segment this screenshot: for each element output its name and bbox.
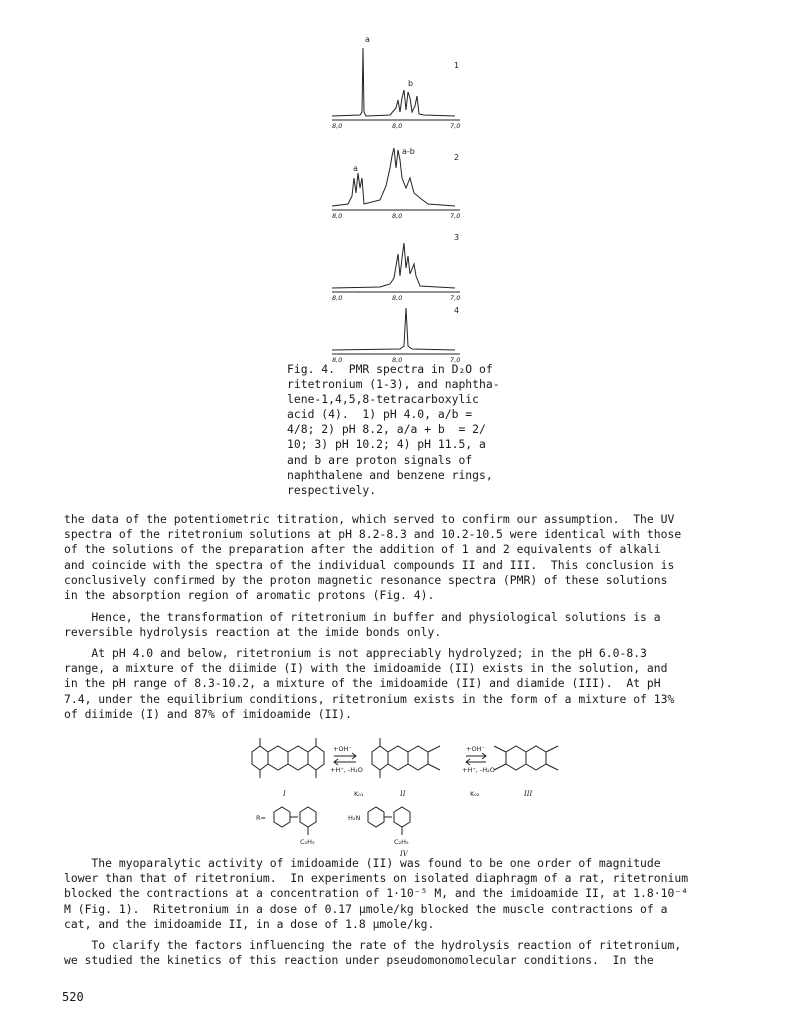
compound-label-iv: IV bbox=[400, 850, 408, 858]
peak-label-a: a bbox=[353, 164, 358, 173]
tick-label: 8,0 bbox=[332, 122, 343, 130]
tick-label: 8,0 bbox=[332, 294, 343, 302]
text-line: 7.4, under the equilibrium conditions, ritetronium exists in the form of a mixture of 13% bbox=[64, 691, 675, 706]
equilibrium-constant-1: K₀₁ bbox=[354, 790, 364, 798]
ethyl-label: C₂H₅ bbox=[394, 838, 409, 846]
tick-label: 8,0 bbox=[332, 356, 343, 364]
peak-label-a-b: a-b bbox=[402, 147, 415, 156]
paragraph-3 bbox=[64, 646, 674, 722]
text-line: Hence, the transformation of ritetronium in buffer and physiological solutions is a bbox=[64, 610, 661, 624]
text-line: in the pH range of 8.3-10.2, a mixture of the imidoamide (II) and diamide (III). At pH bbox=[64, 676, 661, 691]
page-number: 520 bbox=[62, 990, 84, 1004]
paragraph-5 bbox=[64, 938, 681, 968]
reaction-scheme bbox=[228, 732, 573, 862]
text-line: The myoparalytic activity of imidoamide (II) was found to be one order of magnitude bbox=[64, 856, 661, 870]
caption-line: ritetronium (1-3), and naphtha- bbox=[287, 377, 500, 392]
panel-number: 3 bbox=[454, 233, 460, 242]
compound-iii-structure bbox=[494, 746, 558, 770]
tick-label: 8,0 bbox=[332, 212, 343, 220]
step1-forward-reagent: +OH⁻ bbox=[333, 745, 352, 753]
peak-label-a: a bbox=[365, 35, 370, 44]
caption-line: 4/8; 2) pH 8.2, a/a + b = 2/ bbox=[287, 422, 486, 437]
tick-label: 7,0 bbox=[450, 356, 461, 364]
compound-iv-structure bbox=[368, 807, 410, 835]
paragraph-4 bbox=[64, 856, 688, 932]
amine-label: H₂N bbox=[348, 814, 361, 822]
tick-label: 8,0 bbox=[392, 356, 403, 364]
text-line: in the absorption region of aromatic protons (Fig. 4). bbox=[64, 588, 435, 603]
text-line: To clarify the factors influencing the rate of the hydrolysis reaction of ritetronium, bbox=[64, 938, 682, 952]
step1-reverse-reagent: +H⁺, -H₂O bbox=[330, 766, 363, 774]
caption-line: respectively. bbox=[287, 482, 377, 497]
text-line: the data of the potentiometric titration, which served to confirm our assumption. The UV bbox=[64, 512, 675, 526]
tick-label: 7,0 bbox=[450, 294, 461, 302]
caption-line: 10; 3) pH 10.2; 4) pH 11.5, a bbox=[287, 437, 486, 452]
paragraph-2 bbox=[64, 610, 661, 640]
pmr-spectra-figure bbox=[320, 28, 490, 368]
caption-line: and b are proton signals of bbox=[287, 452, 473, 467]
text-line: reversible hydrolysis reaction at the imide bonds only. bbox=[64, 625, 442, 640]
tick-label: 7,0 bbox=[450, 122, 461, 130]
step2-forward-reagent: +OH⁻ bbox=[466, 745, 485, 753]
text-line: At pH 4.0 and below, ritetronium is not appreciably hydrolyzed; in the pH 6.0-8.3 bbox=[64, 646, 647, 660]
tick-label: 8,0 bbox=[392, 122, 403, 130]
caption-line: acid (4). 1) pH 4.0, a/b = bbox=[287, 407, 473, 422]
text-line: conclusively confirmed by the proton magnetic resonance spectra (PMR) of these solutions bbox=[64, 572, 668, 587]
figure-caption bbox=[287, 362, 527, 498]
text-line: blocked the contractions at a concentration of 1·10⁻⁵ M, and the imidoamide II, at 1.8·10⁻⁴ bbox=[64, 886, 689, 901]
r-group-structure bbox=[274, 807, 316, 835]
ethyl-label: C₂H₅ bbox=[300, 838, 315, 846]
spectrum-trace-4 bbox=[332, 308, 455, 350]
spectrum-trace-2 bbox=[332, 148, 455, 206]
equilibrium-constant-2: K₀₂ bbox=[470, 790, 480, 798]
text-line: of diimide (I) and 87% of imidoamide (II). bbox=[64, 706, 353, 721]
tick-label: 7,0 bbox=[450, 212, 461, 220]
panel-number: 4 bbox=[454, 306, 460, 315]
pmr-spectra-svg bbox=[320, 28, 490, 368]
peak-label-b: b bbox=[408, 79, 414, 88]
compound-label-iii: III bbox=[524, 790, 533, 798]
paragraph-1 bbox=[64, 512, 681, 603]
tick-label: 8,0 bbox=[392, 212, 403, 220]
compound-i-structure bbox=[252, 738, 324, 778]
spectrum-trace-1 bbox=[332, 48, 455, 116]
caption-line: naphthalene and benzene rings, bbox=[287, 467, 493, 482]
text-line: of the solutions of the preparation after the addition of 1 and 2 equivalents of alkali bbox=[64, 542, 661, 557]
compound-label-ii: II bbox=[400, 790, 406, 798]
text-line: cat, and the imidoamide II, in a dose of 1.8 μmole/kg. bbox=[64, 916, 435, 931]
text-line: range, a mixture of the diimide (I) with the imidoamide (II) exists in the solution, and bbox=[64, 661, 668, 676]
r-definition-label: R= bbox=[256, 814, 266, 822]
text-line: we studied the kinetics of this reaction under pseudomonomolecular conditions. In the bbox=[64, 953, 654, 968]
text-line: M (Fig. 1). Ritetronium in a dose of 0.17 μmole/kg blocked the muscle contractions of a bbox=[64, 901, 668, 916]
text-line: spectra of the ritetronium solutions at pH 8.2-8.3 and 10.2-10.5 were identical with those bbox=[64, 527, 682, 542]
panel-number: 2 bbox=[454, 153, 460, 162]
reaction-scheme-svg bbox=[228, 732, 573, 862]
tick-label: 8,0 bbox=[392, 294, 403, 302]
text-line: and coincide with the spectra of the individual compounds II and III. This conclusion is bbox=[64, 557, 675, 572]
caption-line: lene-1,4,5,8-tetracarboxylic bbox=[287, 392, 480, 407]
compound-label-i: I bbox=[283, 790, 286, 798]
panel-number: 1 bbox=[454, 61, 460, 70]
step2-reverse-reagent: +H⁺, -H₂O bbox=[462, 766, 495, 774]
text-line: lower than that of ritetronium. In experiments on isolated diaphragm of a rat, ritetronium bbox=[64, 871, 689, 886]
spectrum-trace-3 bbox=[332, 243, 455, 288]
compound-ii-structure bbox=[372, 738, 440, 778]
caption-line: Fig. 4. PMR spectra in D₂O of bbox=[287, 362, 493, 376]
